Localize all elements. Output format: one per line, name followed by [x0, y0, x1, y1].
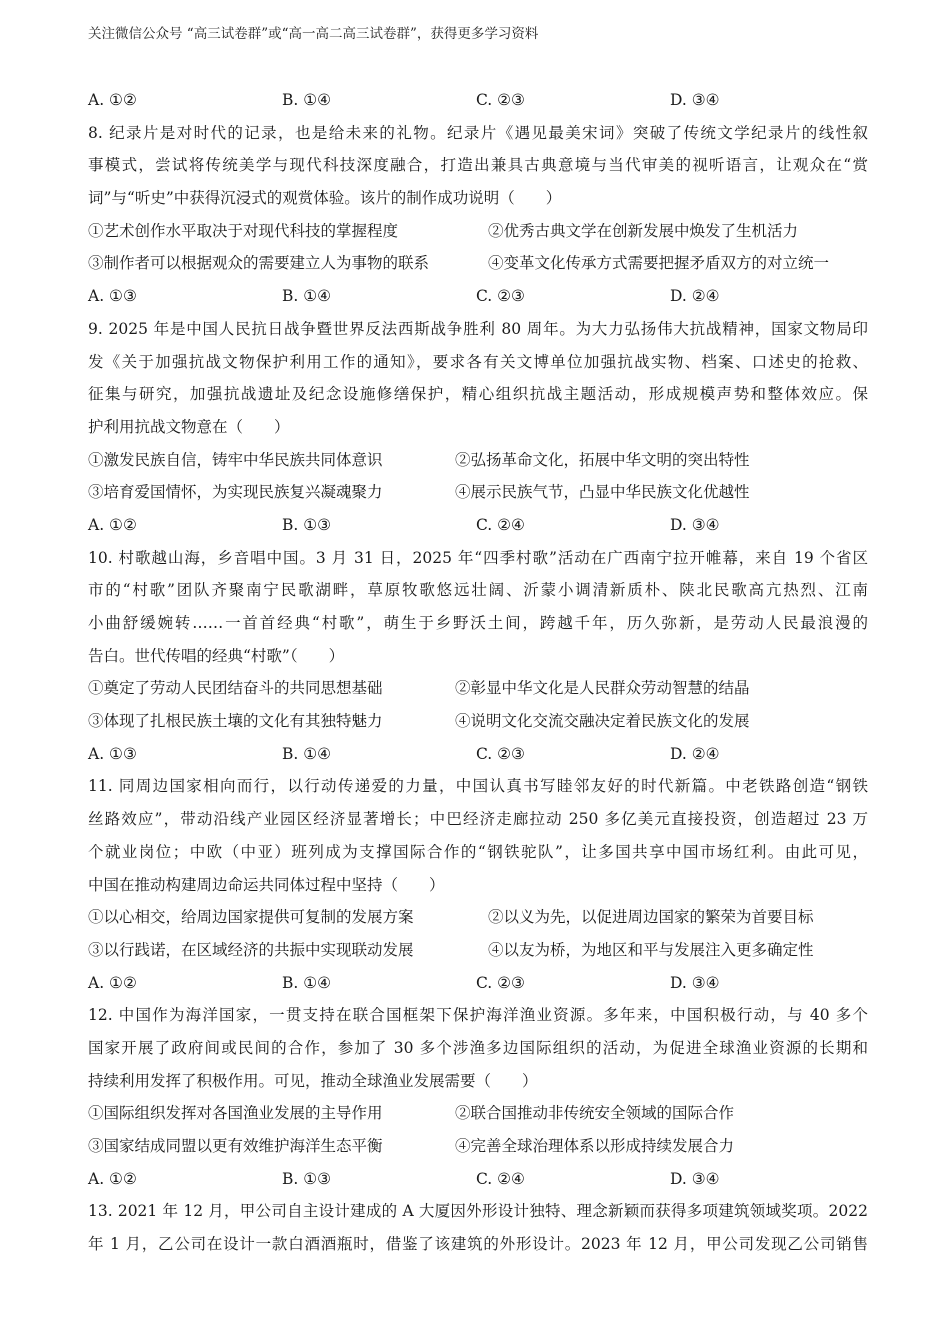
q9-stem-line: 发《关于加强抗战文物保护利用工作的通知》，要求各有关文博单位加强抗战实物、档案、口述史的抢救、: [88, 352, 868, 371]
q7-option-a[interactable]: A. ①②: [88, 91, 137, 109]
q12-statements-row: [88, 1130, 868, 1163]
q10-statement-1: ①奠定了劳动人民团结奋斗的共同思想基础: [88, 679, 383, 698]
q11-statements-row: [88, 934, 868, 967]
q9-stem-line: 护利用抗战文物意在（ ）: [88, 417, 290, 436]
q12-stem-line: 国家开展了政府间或民间的合作，参加了 30 多个涉渔多边国际组织的活动，为促进全球渔业资源的长期和: [88, 1038, 868, 1057]
q12-statement-3: ③国家结成同盟以更有效维护海洋生态平衡: [88, 1137, 383, 1155]
q8-statement-3: ③制作者可以根据观众的需要建立人为事物的联系: [88, 254, 430, 273]
q8-option-c[interactable]: C. ②③: [476, 287, 525, 306]
q8-statements-row: [88, 215, 868, 248]
q10-option-c[interactable]: C. ②③: [476, 744, 525, 763]
q8-option-b[interactable]: B. ①④: [282, 287, 332, 306]
q8-stem-line: 8. 纪录片是对时代的记录，也是给未来的礼物。纪录片《遇见最美宋词》突破了传统文学纪录片的线性叙: [88, 123, 868, 142]
page-header-promo: 关注微信公众号 “高三试卷群”或“高一高二高三试卷群”，获得更多学习资料: [88, 26, 539, 42]
q12-stem-line: 持续利用发挥了积极作用。可见，推动全球渔业发展需要（ ）: [88, 1071, 538, 1090]
q12-statement-2: ②联合国推动非传统安全领域的国际合作: [455, 1104, 735, 1123]
q9-option-c[interactable]: C. ②④: [476, 515, 525, 534]
q11-statements-row: [88, 901, 868, 934]
q10-statement-4: ④说明文化交流交融决定着民族文化的发展: [455, 712, 750, 731]
q10-options: [88, 738, 868, 771]
q11-statement-1: ①以心相交，给周边国家提供可复制的发展方案: [88, 908, 414, 927]
q9-option-d[interactable]: D. ③④: [670, 515, 720, 534]
exam-content: [88, 84, 868, 1261]
q12-stem-line: 12. 中国作为海洋国家，一贯支持在联合国框架下保护海洋渔业资源。多年来，中国积极行动，与 40 多个: [88, 1006, 868, 1025]
q10-statement-3: ③体现了扎根民族土壤的文化有其独特魅力: [88, 712, 383, 731]
q12-statements-row: [88, 1097, 868, 1130]
q8-statement-1: ①艺术创作水平取决于对现代科技的掌握程度: [88, 221, 399, 240]
q7-options: [88, 84, 868, 117]
q9-statements-row: [88, 476, 868, 509]
q12-statement-4: ④完善全球治理体系以形成持续发展合力: [455, 1137, 735, 1155]
q8-stem-line: 词”与“听史”中获得沉浸式的观赏体验。该片的制作成功说明（ ）: [88, 189, 562, 208]
q10-stem-line: 10. 村歌越山海，乡音唱中国。3 月 31 日，2025 年“四季村歌”活动在广西南宁拉开帷幕，来自 19 个省区: [88, 548, 868, 567]
q12-option-c[interactable]: C. ②④: [476, 1169, 525, 1188]
q8-option-a[interactable]: A. ①③: [88, 287, 137, 306]
q9-option-b[interactable]: B. ①③: [282, 515, 332, 534]
q13-stem-line: 13. 2021 年 12 月，甲公司自主设计建成的 A 大厦因外形设计独特、理念新颖而获得多项建筑领域奖项。2022: [88, 1202, 868, 1221]
q11-options: [88, 967, 868, 1000]
q9-statements-row: [88, 444, 868, 477]
q11-stem-line: 丝路效应”，带动沿线产业园区经济显著增长；中巴经济走廊拉动 250 多亿美元直接投资，创造超过 23 万: [88, 810, 868, 829]
q8-statements-row: [88, 247, 868, 280]
q11-option-b[interactable]: B. ①④: [282, 973, 332, 992]
q10-stem-line: 市的“村歌”团队齐聚南宁民歌湖畔，草原牧歌悠远壮阔、沂蒙小调清新质朴、陕北民歌高亢热烈、江南: [88, 581, 868, 600]
q9-statement-1: ①激发民族自信，铸牢中华民族共同体意识: [88, 450, 383, 469]
q12-options: [88, 1163, 868, 1196]
q10-option-d[interactable]: D. ②④: [670, 744, 720, 763]
q10-stem-line: 小曲舒缓婉转……一首首经典“村歌”，萌生于乡野沃土间，跨越千年，历久弥新，是劳动人民最浪漫的: [88, 614, 868, 632]
q7-option-b[interactable]: B. ①④: [282, 91, 332, 109]
q11-stem-line: 中国在推动构建周边命运共同体过程中坚持（ ）: [88, 875, 445, 894]
q7-option-d[interactable]: D. ③④: [670, 91, 720, 109]
q9-stem-line: 征集与研究，加强抗战遗址及纪念设施修缮保护，精心组织抗战主题活动，形成规模声势和整体效应。保: [88, 385, 868, 404]
q8-options: [88, 280, 868, 313]
q8-option-d[interactable]: D. ②④: [670, 287, 720, 306]
q9-option-a[interactable]: A. ①②: [88, 515, 137, 534]
q12-option-a[interactable]: A. ①②: [88, 1169, 137, 1188]
q12-option-b[interactable]: B. ①③: [282, 1169, 332, 1188]
q11-statement-4: ④以友为桥，为地区和平与发展注入更多确定性: [488, 940, 814, 959]
q11-option-d[interactable]: D. ③④: [670, 973, 720, 992]
q10-option-b[interactable]: B. ①④: [282, 744, 332, 763]
q9-stem-line: 9. 2025 年是中国人民抗日战争暨世界反法西斯战争胜利 80 周年。为大力弘扬伟大抗战精神，国家文物局印: [88, 319, 868, 338]
q8-statement-4: ④变革文化传承方式需要把握矛盾双方的对立统一: [488, 254, 830, 273]
q9-options: [88, 509, 868, 542]
q11-statement-2: ②以义为先，以促进周边国家的繁荣为首要目标: [488, 908, 814, 927]
q10-stem-line: 告白。世代传唱的经典“村歌”（ ）: [88, 646, 345, 665]
q11-stem-line: 个就业岗位；中欧（中亚）班列成为支撑国际合作的“钢铁驼队”，让多国共享中国市场红利。由此可见，: [88, 842, 868, 861]
q8-statement-2: ②优秀古典文学在创新发展中焕发了生机活力: [488, 221, 799, 240]
q12-option-d[interactable]: D. ③④: [670, 1169, 720, 1188]
q10-statements-row: [88, 705, 868, 738]
q10-statement-2: ②彰显中华文化是人民群众劳动智慧的结晶: [455, 679, 750, 698]
q7-option-c[interactable]: C. ②③: [476, 91, 525, 109]
q11-statement-3: ③以行践诺，在区域经济的共振中实现联动发展: [88, 940, 414, 959]
q9-statement-3: ③培育爱国情怀，为实现民族复兴凝魂聚力: [88, 483, 383, 502]
q8-stem-line: 事模式，尝试将传统美学与现代科技深度融合，打造出兼具古典意境与当代审美的视听语言，让观众在“赏: [88, 156, 868, 175]
q9-statement-2: ②弘扬革命文化，拓展中华文明的突出特性: [455, 450, 750, 469]
q11-stem-line: 11. 同周边国家相向而行，以行动传递爱的力量，中国认真书写睦邻友好的时代新篇。中老铁路创造“钢铁: [88, 777, 868, 796]
q12-statement-1: ①国际组织发挥对各国渔业发展的主导作用: [88, 1104, 383, 1123]
q10-statements-row: [88, 672, 868, 705]
q13-stem-line: 年 1 月，乙公司在设计一款白酒酒瓶时，借鉴了该建筑的外形设计。2023 年 12 月，甲公司发现乙公司销售: [88, 1235, 868, 1254]
q10-option-a[interactable]: A. ①③: [88, 744, 137, 763]
q11-option-a[interactable]: A. ①②: [88, 973, 137, 992]
q9-statement-4: ④展示民族气节，凸显中华民族文化优越性: [455, 483, 750, 502]
q11-option-c[interactable]: C. ②③: [476, 973, 525, 992]
